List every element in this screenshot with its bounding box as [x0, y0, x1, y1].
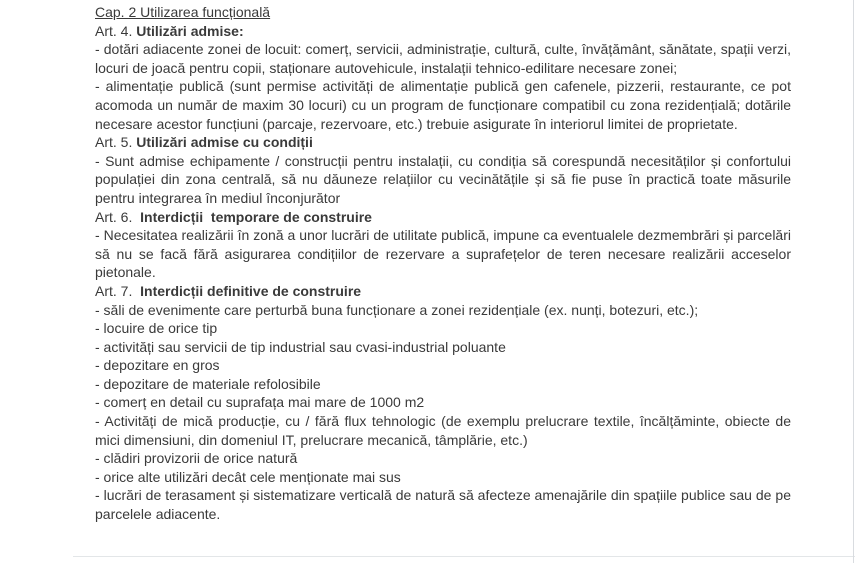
- page-bottom-separator: [73, 556, 855, 557]
- article-number: Art. 4.: [95, 22, 137, 39]
- document-text-block: [95, 3, 791, 524]
- paragraph: - Sunt admise echipamente / construcții pentru instalații, cu condiția să corespundă necesităților și confortului populației din zona centrală, să nu dăuneze relațiilor cu vecinătățile și să fie puse în practică toate măsurile pentru integrarea în mediul înconjurător: [95, 152, 791, 206]
- list-item: - activități sau servicii de tip industrial sau cvasi-industrial poluante: [95, 338, 506, 355]
- paragraph: - lucrări de terasament și sistematizare verticală de natură să afecteze amenajările din spațiile publice sau de pe parcelele adiacente.: [95, 487, 791, 523]
- page-right-border: [853, 0, 854, 563]
- article-title: Interdicții definitive de construire: [140, 282, 362, 299]
- paragraph: - dotări adiacente zonei de locuit: comerț, servicii, administrație, cultură, culte, învățământ, sănătate, spații verzi, locuri de joacă pentru copii, staționare autovehicule, instalații tehnico-edilitare necesare zonei;: [95, 41, 791, 76]
- list-item: - depozitare de materiale refolosibile: [95, 375, 321, 392]
- paragraph: - alimentație publică (sunt permise activități de alimentație publică gen cafenele, pizzerii, restaurante, ce pot acomoda un număr de maxim 30 locuri) cu un program de funcționare compatibil cu zona rezidențială; dotările necesare acestor funcțiuni (parcaje, rezervoare, etc.) trebuie asigurate în interiorul limitei de proprietate.: [95, 78, 791, 132]
- list-item: - depozitare en gros: [95, 357, 220, 374]
- chapter-heading-text: Cap. 2 Utilizarea funcțională: [95, 4, 271, 20]
- article-title: Interdicții temporare de construire: [140, 208, 372, 225]
- article-heading-art7: [95, 282, 791, 301]
- list-item: - locuire de orice tip: [95, 320, 218, 337]
- chapter-heading: [95, 3, 791, 22]
- paragraph: - Activități de mică producție, cu / fără flux tehnologic (de exemplu prelucrare textile, încălțăminte, obiecte de mici dimensiuni, din domeniul IT, prelucrare mecanică, tâmplărie, etc.): [95, 413, 791, 448]
- article-heading-art4: [95, 22, 791, 41]
- article-title: Utilizări admise cu condiții: [136, 134, 313, 151]
- list-item: - comerț en detail cu suprafața mai mare de 1000 m2: [95, 394, 425, 411]
- paragraph: - Necesitatea realizării în zonă a unor lucrări de utilitate publică, impune ca eventualele dezmembrări și parcelări să nu se facă fără asigurarea condițiilor de rezervare a suprafețelor de teren necesare realizării acceselor pietonale.: [95, 227, 791, 281]
- article-number: Art. 6.: [95, 208, 141, 225]
- list-item: - clădiri provizorii de orice natură: [95, 450, 298, 467]
- article-number: Art. 7.: [95, 282, 141, 299]
- article-heading-art5: [95, 133, 791, 152]
- article-heading-art6: [95, 208, 791, 227]
- list-item: - orice alte utilizări decât cele menționate mai sus: [95, 468, 401, 485]
- article-number: Art. 5.: [95, 134, 137, 151]
- article-title: Utilizări admise:: [136, 22, 244, 39]
- list-item: - săli de evenimente care perturbă buna funcționare a zonei rezidențiale (ex. nunți, botezuri, etc.);: [95, 301, 699, 318]
